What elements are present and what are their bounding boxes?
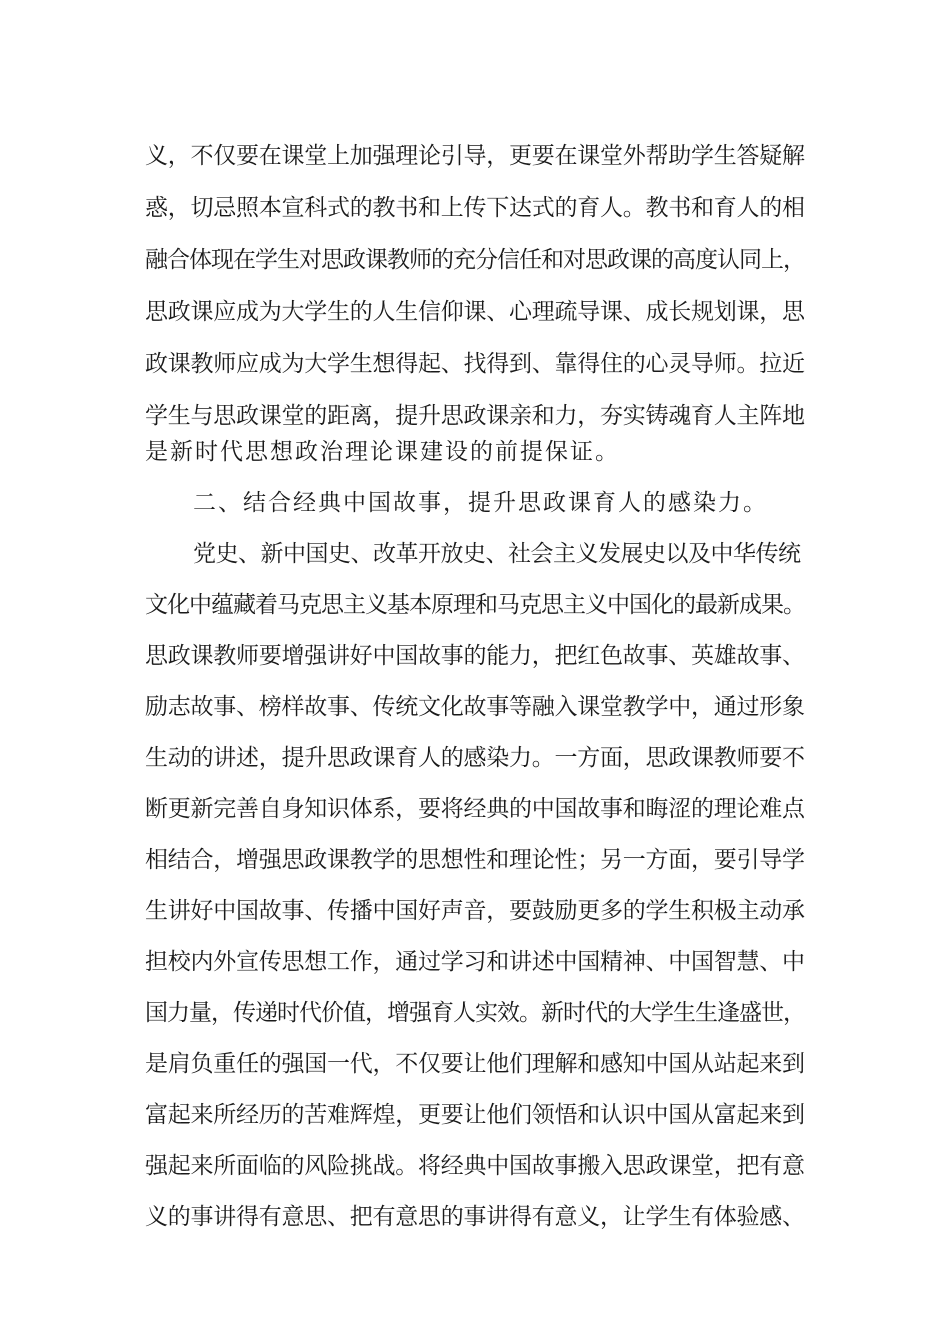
body-text-line: 义，不仅要在课堂上加强理论引导，更要在课堂外帮助学生答疑解 <box>145 143 805 169</box>
body-text-line: 是新时代思想政治理论课建设的前提保证。 <box>145 439 620 465</box>
paragraph-first-line: 党史、新中国史、改革开放史、社会主义发展史以及中华传统 <box>193 541 801 567</box>
body-text-line: 政课教师应成为大学生想得起、找得到、靠得住的心灵导师。拉近 <box>145 351 805 377</box>
body-text-line: 生动的讲述，提升思政课育人的感染力。一方面，思政课教师要不 <box>145 745 805 771</box>
body-text-line: 思政课教师要增强讲好中国故事的能力，把红色故事、英雄故事、 <box>145 643 805 669</box>
body-text-line: 相结合，增强思政课教学的思想性和理论性；另一方面，要引导学 <box>145 847 805 873</box>
body-text-line: 国力量，传递时代价值，增强育人实效。新时代的大学生生逢盛世， <box>145 1000 805 1026</box>
body-text-line: 思政课应成为大学生的人生信仰课、心理疏导课、成长规划课，思 <box>145 299 805 325</box>
body-text-line: 强起来所面临的风险挑战。将经典中国故事搬入思政课堂，把有意 <box>145 1153 805 1179</box>
body-text-line: 富起来所经历的苦难辉煌，更要让他们领悟和认识中国从富起来到 <box>145 1102 805 1128</box>
body-text-line: 融合体现在学生对思政课教师的充分信任和对思政课的高度认同上， <box>145 247 805 273</box>
body-text-line: 断更新完善自身知识体系，要将经典的中国故事和晦涩的理论难点 <box>145 796 805 822</box>
section-heading: 二、结合经典中国故事，提升思政课育人的感染力。 <box>193 490 768 516</box>
body-text-line: 文化中蕴藏着马克思主义基本原理和马克思主义中国化的最新成果。 <box>145 592 805 618</box>
body-text-line: 励志故事、榜样故事、传统文化故事等融入课堂教学中，通过形象 <box>145 694 805 720</box>
body-text-line: 生讲好中国故事、传播中国好声音，要鼓励更多的学生积极主动承 <box>145 898 805 924</box>
body-text-line: 是肩负重任的强国一代，不仅要让他们理解和感知中国从站起来到 <box>145 1051 805 1077</box>
body-text-line: 义的事讲得有意思、把有意思的事讲得有意义，让学生有体验感、 <box>145 1204 805 1230</box>
body-text-line: 惑，切忌照本宣科式的教书和上传下达式的育人。教书和育人的相 <box>145 195 805 221</box>
body-text-line: 学生与思政课堂的距离，提升思政课亲和力，夯实铸魂育人主阵地 <box>145 403 805 429</box>
body-text-line: 担校内外宣传思想工作，通过学习和讲述中国精神、中国智慧、中 <box>145 949 805 975</box>
